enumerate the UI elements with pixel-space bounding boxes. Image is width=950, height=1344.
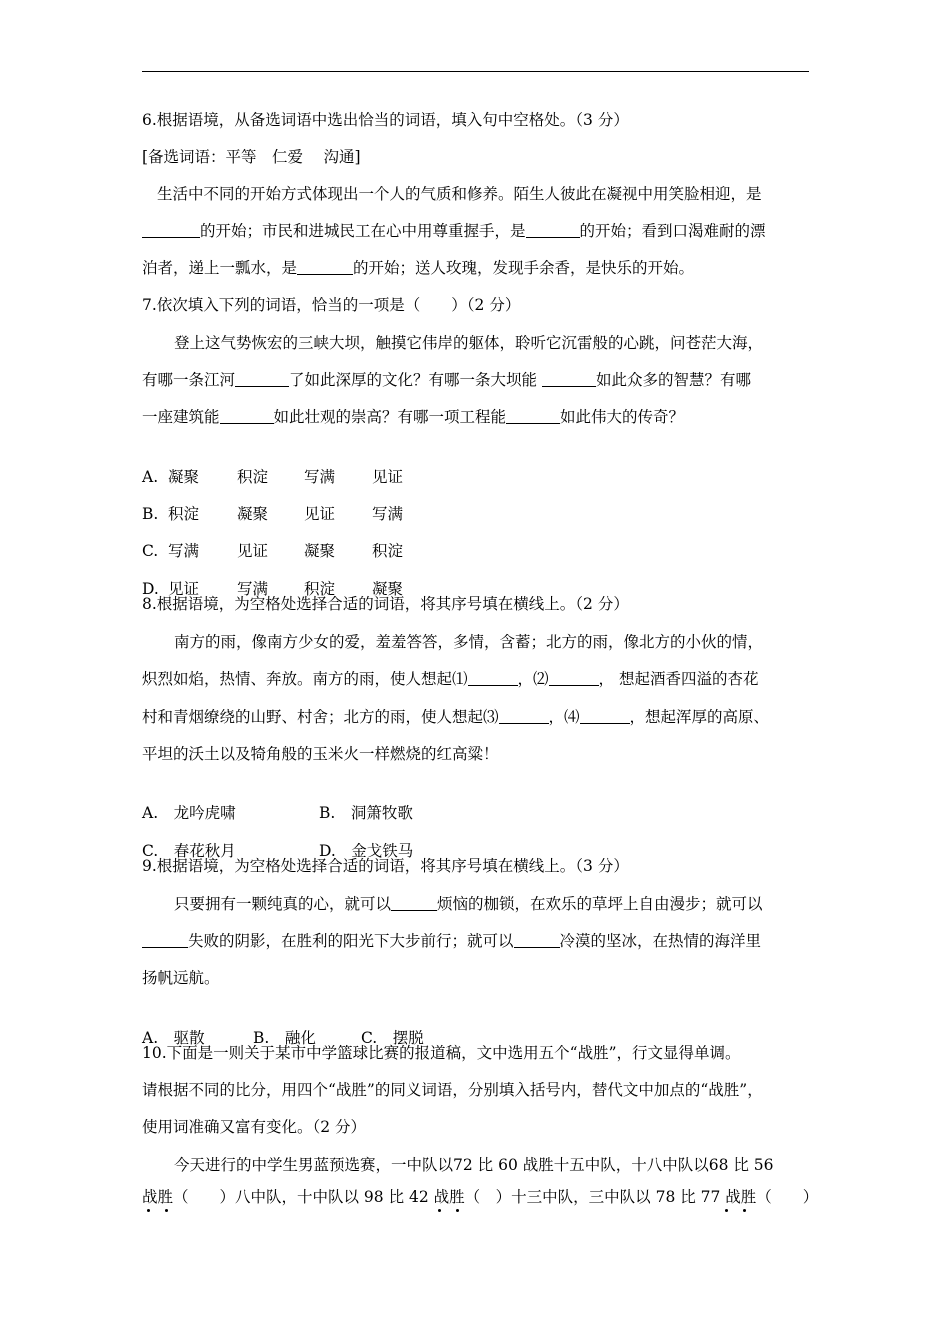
q8-para-line3: 村和青烟缭绕的山野、村舍；北方的雨，使人想起⑶ ，⑷ ，想起浑厚的高原、: [142, 708, 770, 726]
q10-title-line2: 请根据不同的比分，用四个“战胜”的同义词语，分别填入括号内，替代文中加点的“战胜”，: [142, 1081, 763, 1099]
q6-para-line2: 的开始；市民和进城民工在心中用尊重握手，是 的开始；看到口渴难耐的漂: [142, 220, 766, 242]
q9-choices: A. 驱散 B. 融化 C. 摆脱: [142, 1029, 424, 1047]
q7-choice-d: D. 见证 写满 积淀 凝聚: [142, 580, 404, 598]
emphasis-dot: [725, 1209, 728, 1212]
emphasis-dot: [147, 1209, 150, 1212]
q9-para-line1: 只要拥有一颗纯真的心，就可以 烦恼的枷锁，在欢乐的草坪上自由漫步；就可以: [174, 895, 763, 913]
q8-choices-row2: C. 春花秋月 D. 金戈铁马: [142, 842, 414, 860]
q8-title: 8.根据语境，为空格处选择合适的词语，将其序号填在横线上。（2 分）: [142, 595, 629, 613]
fill-blank[interactable]: [235, 370, 289, 387]
q10-para-line2: 战胜（ ）八中队，十中队以 98 比 42 战胜（ ）十三中队，三中队以 78 比 77 战胜（ ）: [142, 1188, 819, 1206]
emphasis-dot: [743, 1209, 746, 1212]
q7-choice-b: B. 积淀 凝聚 见证 写满: [142, 505, 404, 523]
fill-blank[interactable]: [580, 707, 630, 724]
fill-blank[interactable]: [297, 258, 353, 275]
fill-blank[interactable]: [514, 931, 560, 948]
q6-options: [备选词语：平等 仁爱 沟通]: [142, 148, 361, 166]
fill-blank[interactable]: [391, 894, 437, 911]
q8-para-line2: 炽烈如焰，热情、奔放。南方的雨，使人想起⑴ ，⑵ ， 想起酒香四溢的杏花: [142, 670, 759, 688]
q10-para-line1: 今天进行的中学生男蓝预选赛，一中队以72 比 60 战胜十五中队，十八中队以68 比 56: [174, 1156, 774, 1174]
q9-title: 9.根据语境，为空格处选择合适的词语，将其序号填在横线上。（3 分）: [142, 857, 629, 875]
emphasis-dot: [456, 1209, 459, 1212]
q6-para-line3: 泊者，递上一瓢水，是 的开始；送人玫瑰，发现手余香，是快乐的开始。: [142, 259, 695, 277]
q7-para-line2: 有哪一条江河 了如此深厚的文化？有哪一条大坝能 如此众多的智慧？有哪: [142, 371, 751, 389]
fill-blank[interactable]: [142, 931, 188, 948]
q9-para-line3: 扬帆远航。: [142, 969, 220, 987]
q6-para-line1: 生活中不同的开始方式体现出一个人的气质和修养。陌生人彼此在凝视中用笑脸相迎，是: [157, 185, 762, 203]
q6-title: 6.根据语境，从备选词语中选出恰当的词语，填入句中空格处。（3 分）: [142, 111, 629, 129]
q7-para-line1: 登上这气势恢宏的三峡大坝，触摸它伟岸的躯体，聆听它沉雷般的心跳，问苍茫大海，: [174, 334, 764, 352]
q7-choice-a: A. 凝聚 积淀 写满 见证: [142, 468, 404, 486]
fill-blank[interactable]: [506, 407, 560, 424]
fill-blank[interactable]: [499, 707, 549, 724]
q10-title-line3: 使用词准确又富有变化。（2 分）: [142, 1118, 367, 1136]
q7-para-line3: 一座建筑能 如此壮观的崇高？有哪一项工程能 如此伟大的传奇？: [142, 408, 685, 426]
q7-choice-c: C. 写满 见证 凝聚 积淀: [142, 542, 404, 560]
fill-blank[interactable]: [542, 370, 596, 387]
fill-blank[interactable]: [468, 669, 518, 686]
q8-para-line4: 平坦的沃土以及犄角般的玉米火一样燃烧的红高粱！: [142, 745, 499, 763]
emphasis-dot: [438, 1209, 441, 1212]
fill-blank[interactable]: [142, 221, 200, 238]
emphasis-dot: [165, 1209, 168, 1212]
fill-blank[interactable]: [549, 669, 599, 686]
q8-para-line1: 南方的雨，像南方少女的爱，羞羞答答，多情，含蓄；北方的雨，像北方的小伙的情，: [174, 633, 764, 651]
q8-choices-row1: A. 龙吟虎啸 B. 洞箫牧歌: [142, 804, 413, 822]
q9-para-line2: 失败的阴影，在胜利的阳光下大步前行；就可以 冷漠的坚冰，在热情的海洋里: [142, 930, 761, 952]
q7-title: 7.依次填入下列的词语，恰当的一项是（ ）（2 分）: [142, 296, 521, 314]
header-rule: [142, 71, 809, 72]
q10-title-line1: 10.下面是一则关于某市中学篮球比赛的报道稿，文中选用五个“战胜”，行文显得单调。: [142, 1044, 741, 1062]
fill-blank[interactable]: [220, 407, 274, 424]
fill-blank[interactable]: [526, 221, 580, 238]
